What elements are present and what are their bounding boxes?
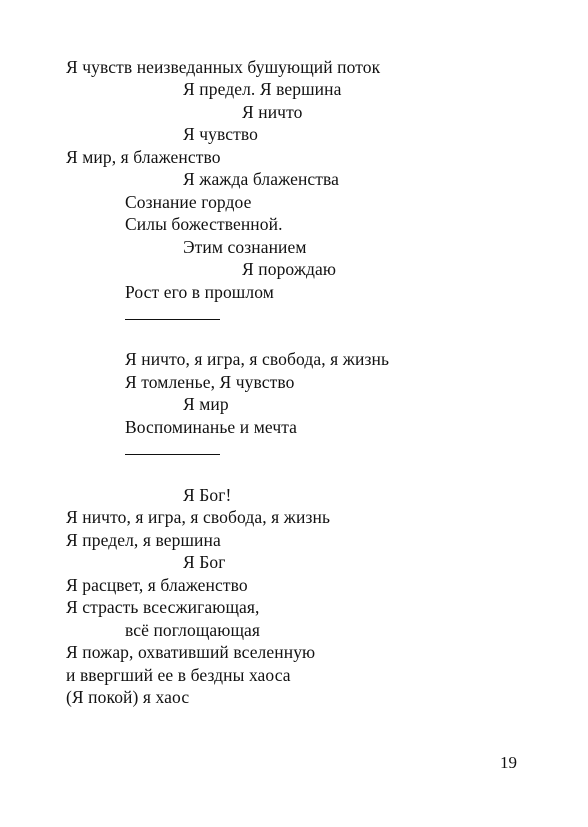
poem-line: Я томленье, Я чувство <box>125 372 295 392</box>
poem-line: Я Бог! <box>183 485 232 505</box>
poem-line: Я Бог <box>183 552 226 572</box>
poem-line: (Я покой) я хаос <box>66 687 190 707</box>
poem-line: Я жажда блаженства <box>183 169 340 189</box>
poem-line: Я пожар, охвативший вселенную <box>66 642 316 662</box>
section-divider <box>125 319 220 320</box>
poem-line: Я чувство <box>183 124 258 144</box>
poem-line: Сознание гордое <box>125 192 252 212</box>
page-number: 19 <box>500 753 517 772</box>
poem-line: Я порождаю <box>242 259 337 279</box>
poem-line: Я чувств неизведанных бушующий поток <box>66 57 381 77</box>
section-divider <box>125 454 220 455</box>
poem-line: Я мир, я блаженство <box>66 147 221 167</box>
poem-line: Я ничто, я игра, я свобода, я жизнь <box>125 349 390 369</box>
poem-line: Я мир <box>183 394 229 414</box>
poem-line: Я ничто <box>242 102 303 122</box>
poem-line: Силы божественной. <box>125 214 283 234</box>
poem-line: Воспоминанье и мечта <box>125 417 298 437</box>
poem-line: Я страсть всесжигающая, <box>66 597 260 617</box>
poem-line: Я предел. Я вершина <box>183 79 342 99</box>
poem-line: Я предел, я вершина <box>66 530 221 550</box>
poem-line: и ввергший ее в бездны хаоса <box>66 665 291 685</box>
poem-line: Рост его в прошлом <box>125 282 274 302</box>
poem-line: всё поглощающая <box>125 620 261 640</box>
poem-line: Я ничто, я игра, я свобода, я жизнь <box>66 507 331 527</box>
poem-line: Этим сознанием <box>183 237 307 257</box>
poem-line: Я расцвет, я блаженство <box>66 575 248 595</box>
